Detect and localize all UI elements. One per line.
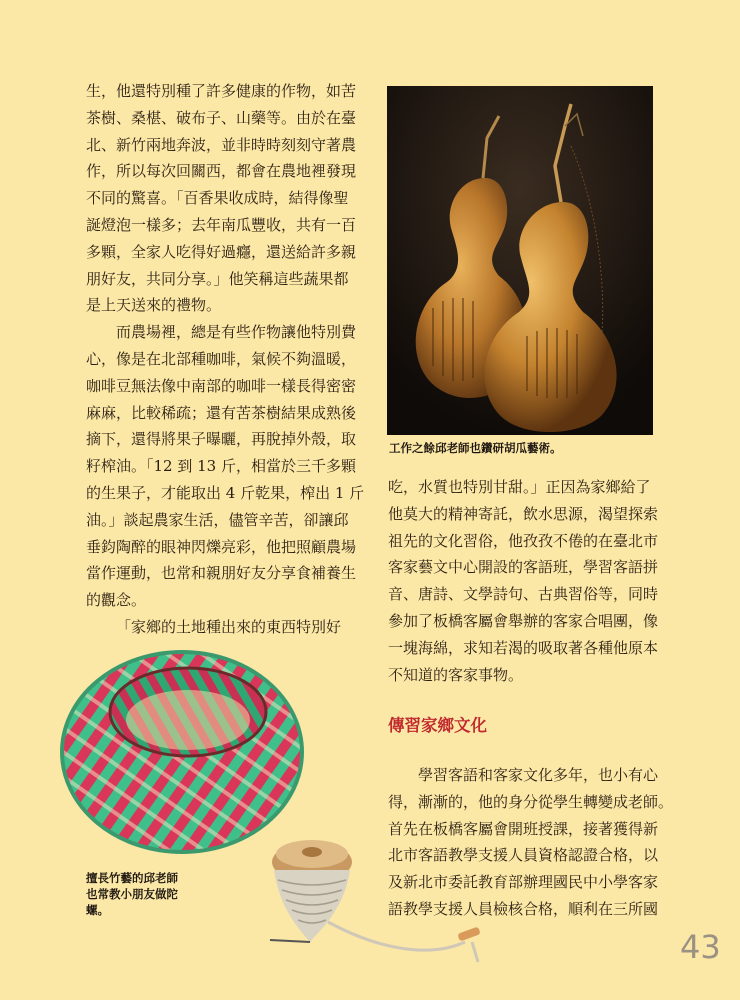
right-column xyxy=(388,474,659,688)
text-line: 語教學支援人員檢核合格，順利在三所國 xyxy=(388,899,659,918)
text-line: 北市客語教學支援人員資格認證合格，以 xyxy=(388,846,659,865)
left-column xyxy=(86,78,365,641)
page-number: 43 xyxy=(680,928,721,966)
text-line: 吃，水質也特別甘甜。」正因為家鄉給了 xyxy=(388,478,651,496)
text-line: 摘下，還得將果子曝曬，再脫掉外殼，取 xyxy=(86,430,357,449)
text-line: 茶樹、桑椹、破布子、山藥等。由於在臺 xyxy=(86,108,357,127)
text-line: 麻麻，比較稀疏；還有苦茶樹結果成熟後 xyxy=(86,403,357,422)
gourd-caption: 工作之餘邱老師也鑽研胡瓜藝術。 xyxy=(389,441,562,455)
text-line: 朋好友，共同分享。」他笑稱這些蔬果都 xyxy=(86,269,349,288)
bamboo-basket-illustration xyxy=(60,640,320,860)
basket-caption xyxy=(86,870,210,918)
text-line: 祖先的文化習俗，他孜孜不倦的在臺北市 xyxy=(388,531,659,550)
caption-line: 也常教小朋友做陀 xyxy=(86,887,178,901)
text-line: 生，他還特別種了許多健康的作物，如苦 xyxy=(86,82,357,100)
left-paragraph-1 xyxy=(86,78,358,319)
spinning-top-photo xyxy=(240,830,500,984)
text-line: 心，像是在北部種咖啡，氣候不夠溫暖， xyxy=(86,349,357,368)
left-paragraph-3 xyxy=(86,614,358,641)
gourd-illustration xyxy=(387,86,653,435)
gourd-photo xyxy=(387,86,653,435)
text-line: 籽榨油。「12 到 13 斤，相當於三千多顆 xyxy=(86,457,356,476)
text-line: 咖啡豆無法像中南部的咖啡一樣長得密密 xyxy=(86,376,357,395)
text-line: 的觀念。 xyxy=(86,591,147,610)
text-line: 不同的驚喜。「百香果收成時，結得像聖 xyxy=(86,189,349,208)
text-line: 他莫大的精神寄託，飲水思源，渴望探索 xyxy=(388,504,659,523)
text-line: 的生果子，才能取出 4 斤乾果，榨出 1 斤 xyxy=(86,483,365,502)
caption-line: 螺。 xyxy=(86,903,109,917)
text-line: 學習客語和客家文化多年，也小有心 xyxy=(418,766,659,784)
text-line: 首先在板橋客屬會開班授課，接著獲得新 xyxy=(388,819,659,838)
caption-line: 擅長竹藝的邱老師 xyxy=(86,871,178,885)
left-paragraph-2 xyxy=(86,319,365,614)
text-line: 及新北市委託教育部辦理國民中小學客家 xyxy=(388,873,659,892)
section-title: 傳習家鄉文化 xyxy=(388,716,487,735)
text-line: 音、唐詩、文學詩句、古典習俗等，同時 xyxy=(388,585,659,604)
text-line: 作，所以每次回關西，都會在農地裡發現 xyxy=(86,162,357,181)
text-line: 誕燈泡一樣多；去年南瓜豐收，共有一百 xyxy=(86,215,357,234)
text-line: 參加了板橋客屬會舉辦的客家合唱團，像 xyxy=(388,611,659,630)
text-line: 當作運動，也常和親朋好友分享食補養生 xyxy=(86,564,357,583)
text-line: 不知道的客家事物。 xyxy=(388,665,524,684)
spinning-top-illustration xyxy=(240,830,500,980)
text-line: 「家鄉的土地種出來的東西特別好 xyxy=(116,617,342,636)
text-line: 垂鈞陶醉的眼神閃爍亮彩，他把照顧農場 xyxy=(86,537,357,556)
right-paragraph-1 xyxy=(388,474,659,688)
text-line: 客家藝文中心開設的客語班，學習客語拼 xyxy=(388,558,659,577)
text-line: 多顆，全家人吃得好過癮，還送給許多親 xyxy=(86,242,357,261)
text-line: 得，漸漸的，他的身分從學生轉變成老師。 xyxy=(388,792,674,811)
text-line: 北、新竹兩地奔波，並非時時刻刻守著農 xyxy=(86,135,357,154)
text-line: 一塊海綿，求知若渴的吸取著各種他原本 xyxy=(388,638,659,657)
text-line: 油。」談起農家生活，儘管辛苦，卻讓邱 xyxy=(86,510,349,529)
text-line: 而農場裡，總是有些作物讓他特別費 xyxy=(116,323,357,342)
text-line: 是上天送來的禮物。 xyxy=(86,296,222,315)
